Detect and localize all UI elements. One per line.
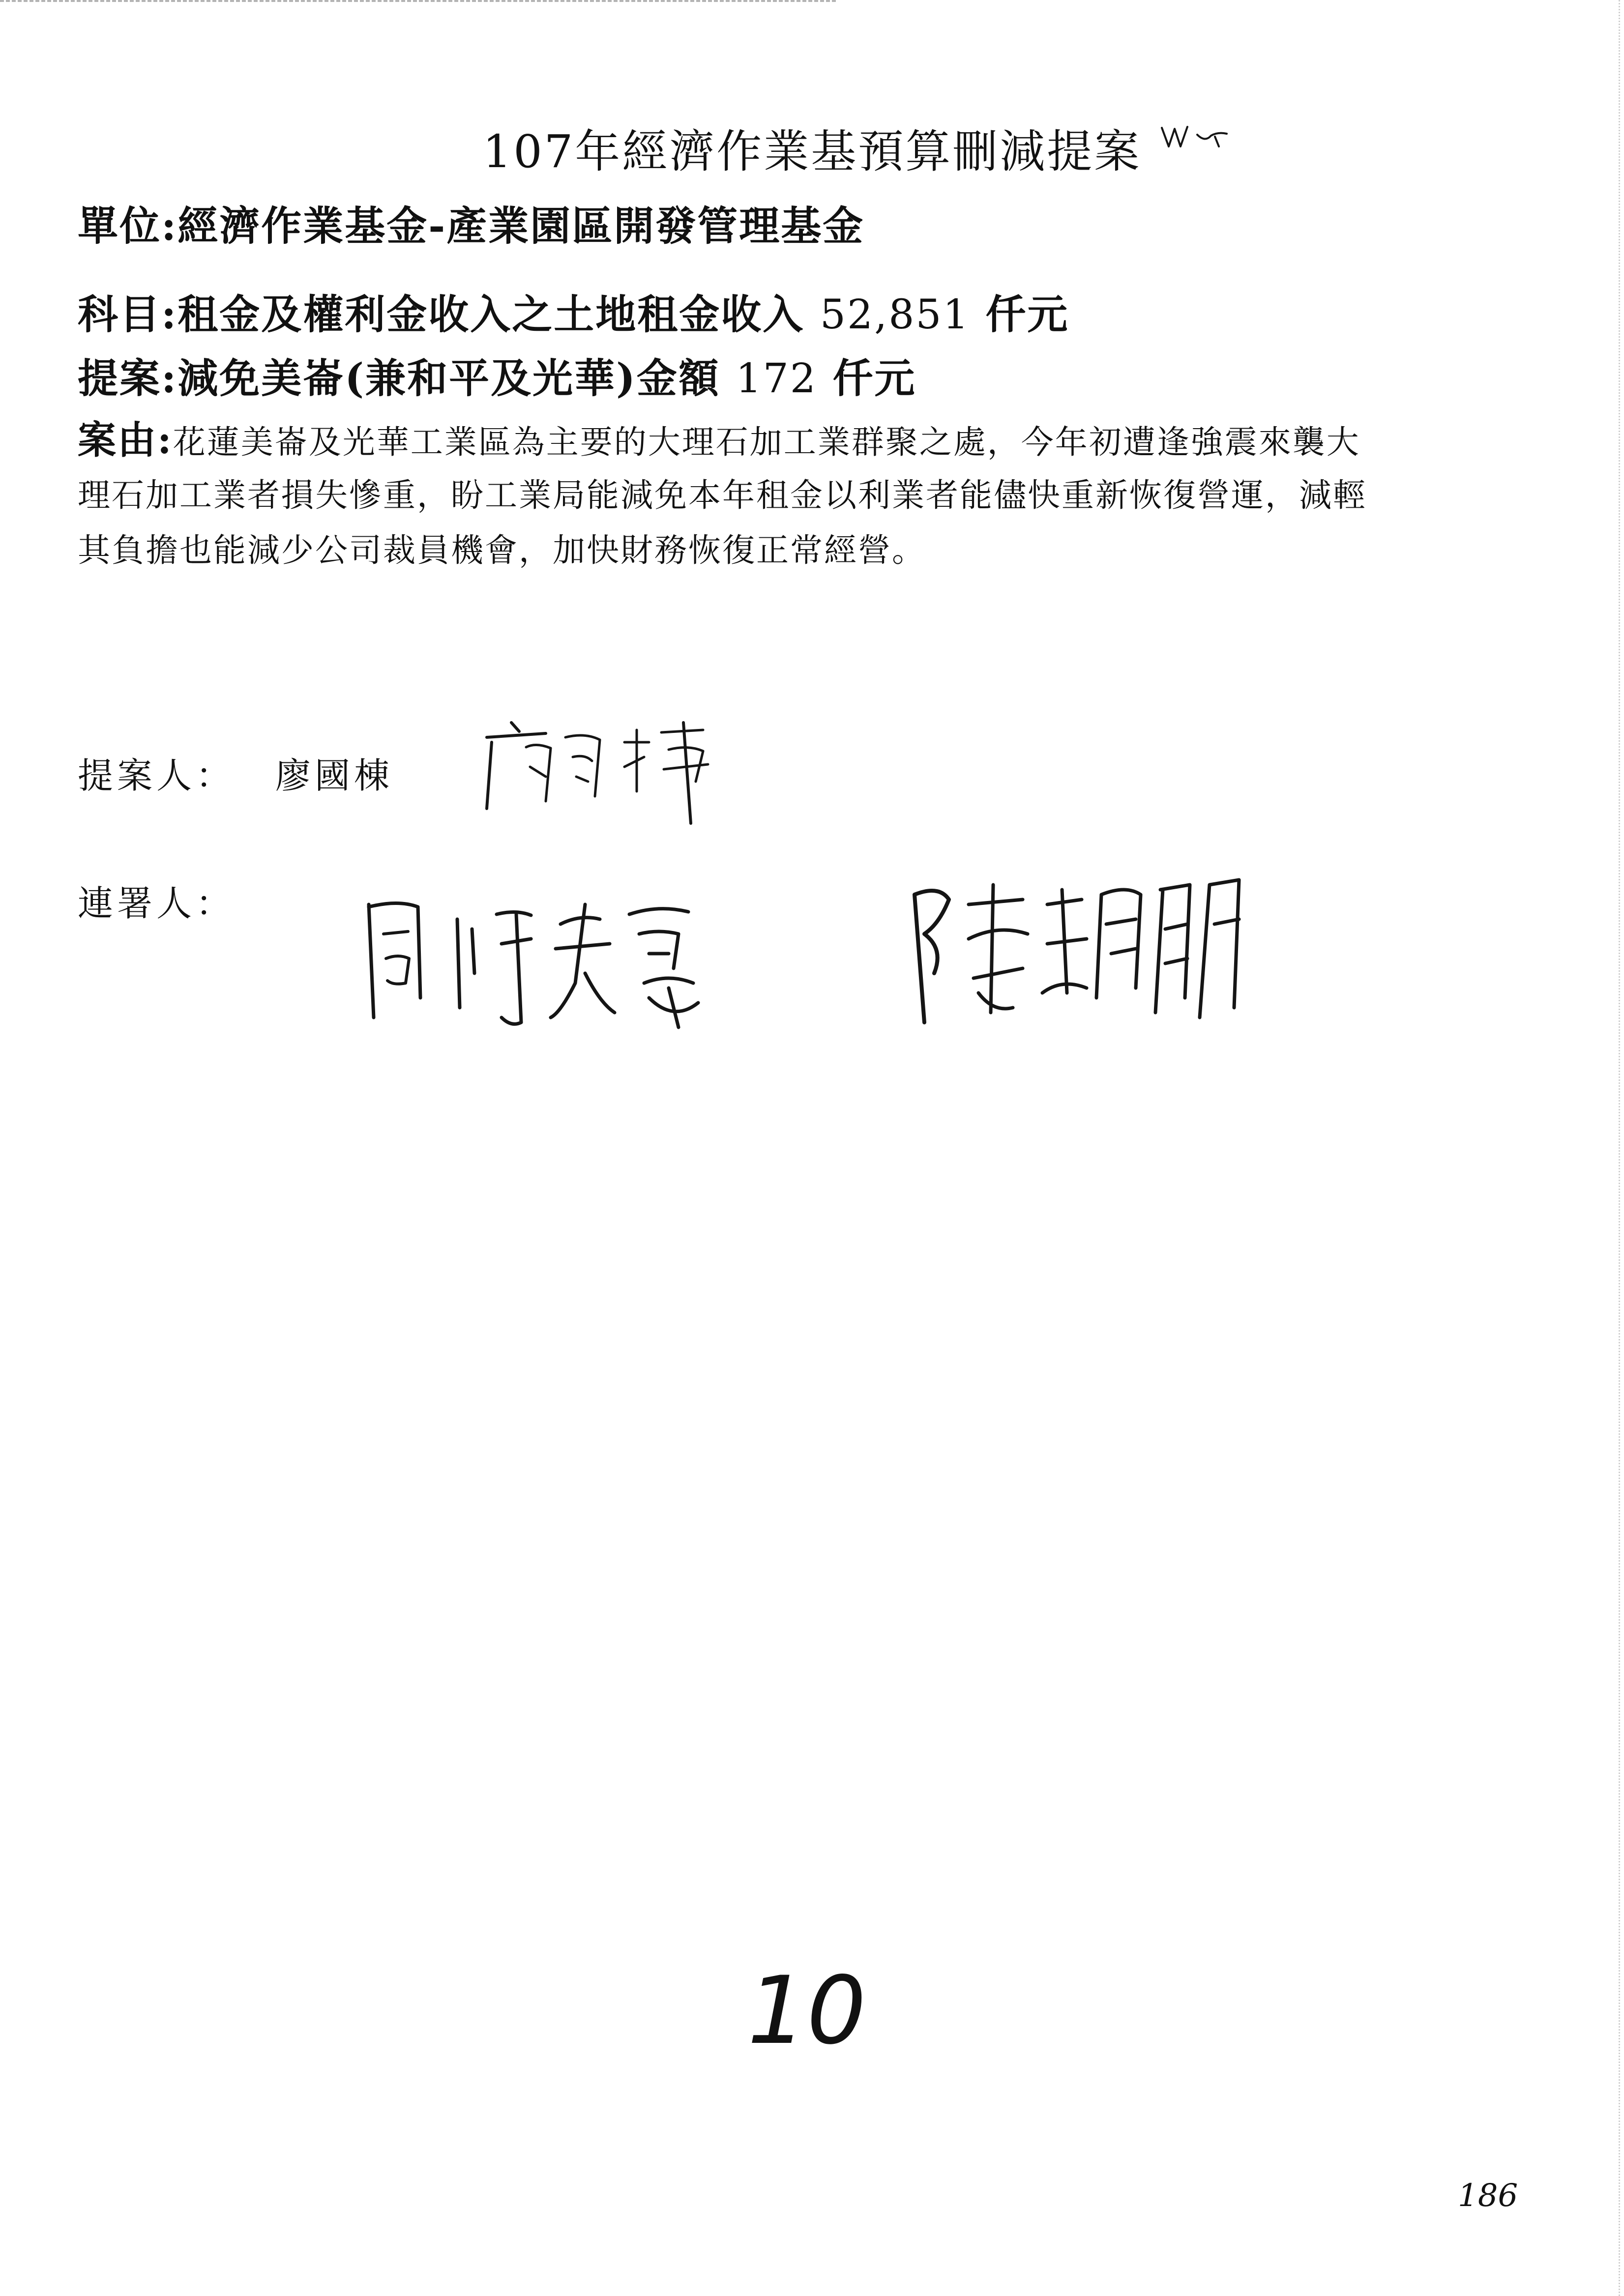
- reason-text-1: 花蓮美崙及光華工業區為主要的大理石加工業群聚之處，今年初遭逢強震來襲大: [173, 423, 1360, 461]
- proposal-label: 提案:減免美崙(兼和平及光華)金額: [78, 355, 720, 402]
- reason-line-2: 理石加工業者損失慘重，盼工業局能減免本年租金以利業者能儘快重新恢復營運，減輕: [78, 476, 1367, 514]
- reason-label: 案由:: [78, 418, 173, 463]
- document-title: 107年經濟作業基預算刪減提案: [482, 125, 1142, 178]
- cosigner-signature-2: [895, 865, 1269, 1032]
- proposal-line: [78, 347, 916, 404]
- subject-amount: 52,851: [820, 291, 970, 338]
- proposer-name: 廖國棟: [275, 755, 394, 796]
- proposal-amount: 172: [736, 355, 817, 402]
- proposer-label: 提案人：: [78, 755, 236, 796]
- proposer-signature: [472, 703, 747, 831]
- handwritten-page-stamp: 10: [747, 1956, 866, 2065]
- scan-edge-right: [1616, 0, 1620, 2296]
- cosigner-label: 連署人：: [78, 883, 236, 924]
- cosigner-signature-1: [354, 885, 811, 1032]
- page-number: 186: [1458, 2178, 1518, 2214]
- reason-line-1: [78, 413, 1558, 468]
- title-handwritten-mark: [1158, 118, 1237, 152]
- reason-paragraph: [78, 413, 1558, 578]
- subject-line: [78, 283, 1069, 340]
- proposal-unit: 仟元: [832, 355, 916, 402]
- reason-line-3: 其負擔也能減少公司裁員機會，加快財務恢復正常經營。: [78, 531, 926, 569]
- subject-label: 科目:租金及權利金收入之土地租金收入: [78, 291, 805, 338]
- scan-edge-top: [0, 0, 836, 7]
- subject-unit: 仟元: [985, 291, 1069, 338]
- unit-line: 單位:經濟作業基金-產業園區開發管理基金: [78, 203, 865, 250]
